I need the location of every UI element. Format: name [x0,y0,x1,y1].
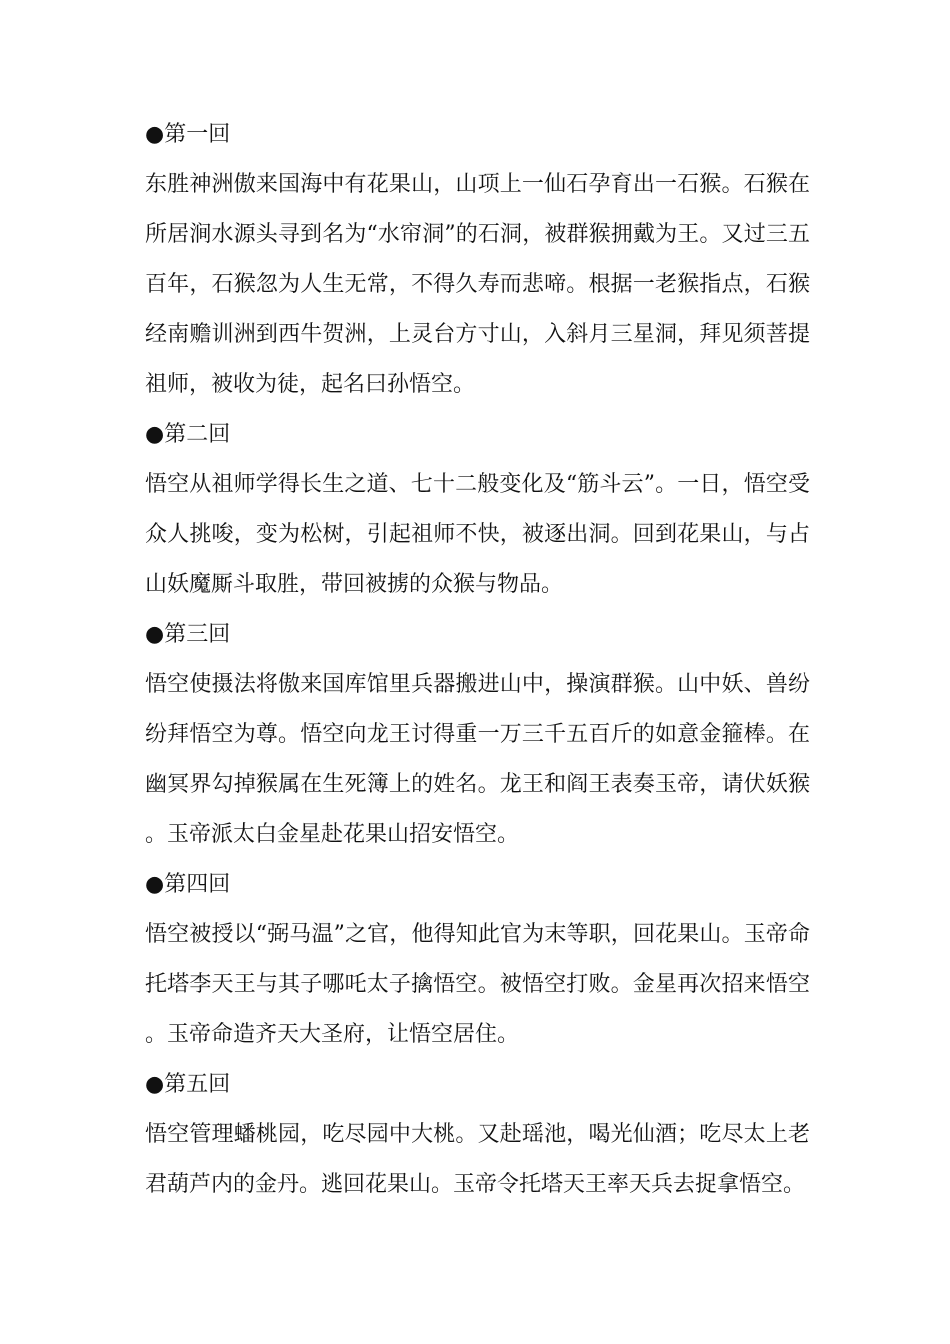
chapter-1 [145,110,810,410]
chapter-4 [145,860,810,1060]
chapter-text: 悟空使摄法将傲来国库馆里兵器搬进山中，操演群猴。山中妖、兽纷纷拜悟空为尊。悟空向龙王讨得重一万三千五百斤的如意金箍棒。在幽冥界勾掉猴属在生死簿上的姓名。龙王和阎王表奏玉帝，请伏妖猴。玉帝派太白金星赴花果山招安悟空。 [145,672,810,847]
chapter-heading: ●第五回 [145,1072,231,1097]
chapter-text: 悟空从祖师学得长生之道、七十二般变化及“筋斗云”。一日，悟空受众人挑唆，变为松树，引起祖师不快，被逐出洞。回到花果山，与占山妖魔厮斗取胜，带回被掳的众猴与物品。 [145,472,810,597]
chapter-2 [145,410,810,610]
chapter-text: 悟空管理蟠桃园，吃尽园中大桃。又赴瑶池，喝光仙酒；吃尽太上老君葫芦内的金丹。逃回花果山。玉帝令托塔天王率天兵去捉拿悟空。 [145,1122,810,1197]
chapter-heading: ●第四回 [145,872,231,897]
chapter-5 [145,1060,810,1210]
chapter-heading: ●第三回 [145,622,231,647]
document-page [145,110,810,1210]
chapter-text: 悟空被授以“弼马温”之官，他得知此官为末等职，回花果山。玉帝命托塔李天王与其子哪吒太子擒悟空。被悟空打败。金星再次招来悟空。玉帝命造齐天大圣府，让悟空居住。 [145,922,810,1047]
chapter-text: 东胜神洲傲来国海中有花果山，山项上一仙石孕育出一石猴。石猴在所居涧水源头寻到名为“水帘洞”的石洞，被群猴拥戴为王。又过三五百年，石猴忽为人生无常，不得久寿而悲啼。根据一老猴指点，石猴经南赡训洲到西牛贺洲，上灵台方寸山，入斜月三星洞，拜见须菩提祖师，被收为徒，起名曰孙悟空。 [145,172,810,397]
chapter-heading: ●第二回 [145,422,231,447]
chapter-3 [145,610,810,860]
chapter-heading: ●第一回 [145,122,231,147]
